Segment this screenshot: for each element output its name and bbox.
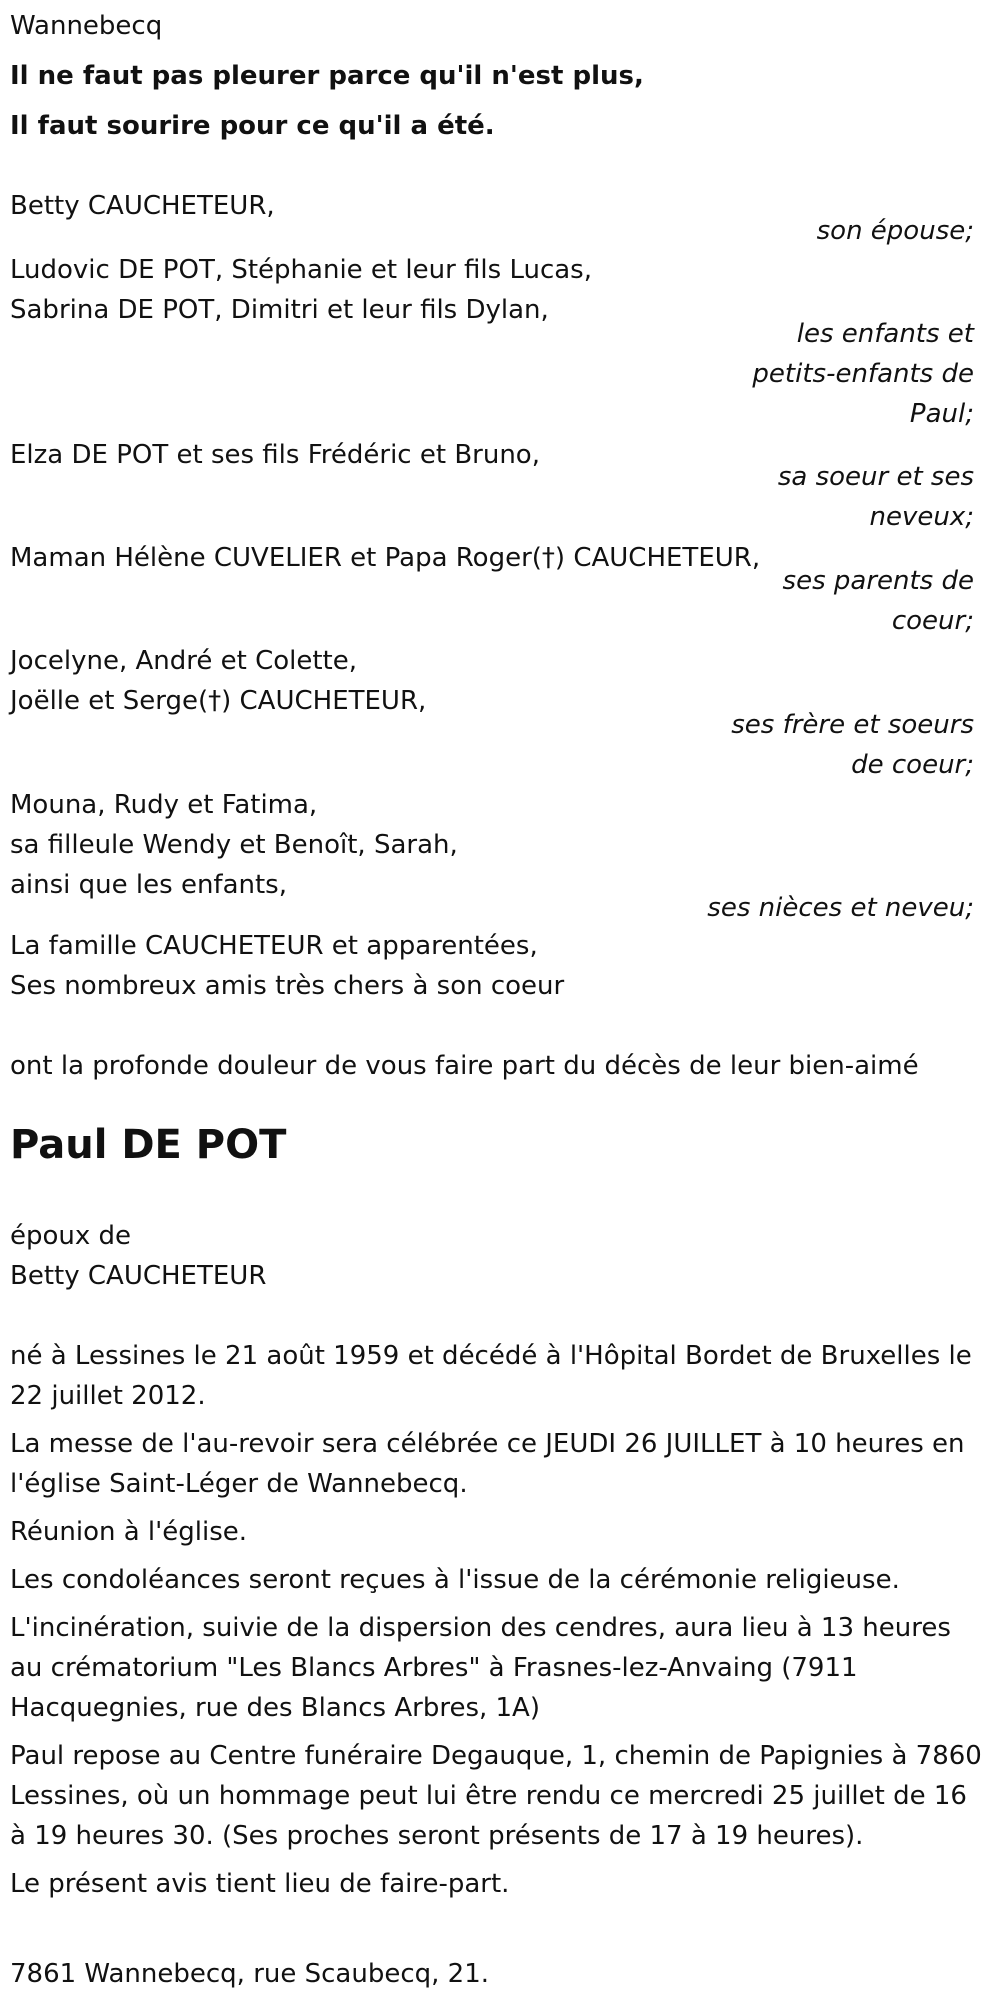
family-name-line: ainsi que les enfants, bbox=[10, 870, 287, 900]
family-relation-line: coeur; bbox=[891, 606, 974, 636]
family-relation-line: petits-enfants de bbox=[752, 359, 974, 389]
spouse-label: époux de bbox=[10, 1221, 132, 1251]
family-name-line: Ses nombreux amis très chers à son coeur bbox=[10, 971, 565, 1001]
family-relation-line: ses frère et soeurs bbox=[731, 710, 974, 740]
family-name-line: Elza DE POT et ses fils Frédéric et Bruno, bbox=[10, 440, 540, 470]
funeral-home-paragraph: Paul repose au Centre funéraire Degauque, 1, chemin de Papignies à 7860 Lessines, où un hommage peut lui être rendu ce mercredi 25 juillet de 16 à 19 heures 30. (Ses proches seront présents de 17 à 19 heures). bbox=[10, 1741, 982, 1851]
header-place: Wannebecq bbox=[10, 11, 163, 41]
quote-line-1: Il ne faut pas pleurer parce qu'il n'est plus, bbox=[10, 61, 644, 91]
family-relation-line: ses parents de bbox=[782, 566, 974, 596]
family-relation-line: neveux; bbox=[869, 502, 974, 532]
cremation-paragraph: L'incinération, suivie de la dispersion des cendres, aura lieu à 13 heures au crématorium "Les Blancs Arbres" à Frasnes-lez-Anvaing (7911 Hacquegnies, rue des Blancs Arbres, 1A) bbox=[10, 1613, 951, 1723]
notice-paragraph: Le présent avis tient lieu de faire-part. bbox=[10, 1869, 510, 1899]
family-relation-line: de coeur; bbox=[851, 750, 974, 780]
mass-paragraph: La messe de l'au-revoir sera célébrée ce JEUDI 26 JUILLET à 10 heures en l'église Saint-Léger de Wannebecq. bbox=[10, 1429, 965, 1499]
family-relation-line: sa soeur et ses bbox=[777, 462, 974, 492]
quote-line-2: Il faut sourire pour ce qu'il a été. bbox=[10, 111, 495, 141]
family-name-line: Joëlle et Serge(†) CAUCHETEUR, bbox=[10, 686, 427, 716]
family-name-line: La famille CAUCHETEUR et apparentées, bbox=[10, 931, 538, 961]
deceased-name: Paul DE POT bbox=[10, 1122, 287, 1168]
family-name-line: Maman Hélène CUVELIER et Papa Roger(†) CAUCHETEUR, bbox=[10, 543, 761, 573]
family-name-line: Jocelyne, André et Colette, bbox=[10, 646, 358, 676]
condolences-paragraph: Les condoléances seront reçues à l'issue de la cérémonie religieuse. bbox=[10, 1565, 900, 1595]
announcement-text: ont la profonde douleur de vous faire part du décès de leur bien-aimé bbox=[10, 1051, 919, 1081]
family-name-line: Betty CAUCHETEUR, bbox=[10, 191, 275, 221]
family-name-line: Sabrina DE POT, Dimitri et leur fils Dylan, bbox=[10, 295, 549, 325]
family-relation-line: Paul; bbox=[909, 399, 974, 429]
address-text: 7861 Wannebecq, rue Scaubecq, 21. bbox=[10, 1959, 490, 1989]
details-section bbox=[10, 1336, 990, 1904]
meeting-paragraph: Réunion à l'église. bbox=[10, 1517, 248, 1547]
family-name-line: sa filleule Wendy et Benoît, Sarah, bbox=[10, 830, 458, 860]
family-name-line: Ludovic DE POT, Stéphanie et leur fils Lucas, bbox=[10, 255, 592, 285]
family-relation-line: son épouse; bbox=[816, 216, 974, 246]
family-relation-line: les enfants et bbox=[796, 319, 974, 349]
family-name-line: Mouna, Rudy et Fatima, bbox=[10, 790, 318, 820]
birth-death-paragraph: né à Lessines le 21 août 1959 et décédé à l'Hôpital Bordet de Bruxelles le 22 juillet 2012. bbox=[10, 1341, 972, 1411]
family-relation-line: ses nièces et neveu; bbox=[707, 893, 974, 923]
spouse-name: Betty CAUCHETEUR bbox=[10, 1261, 267, 1291]
